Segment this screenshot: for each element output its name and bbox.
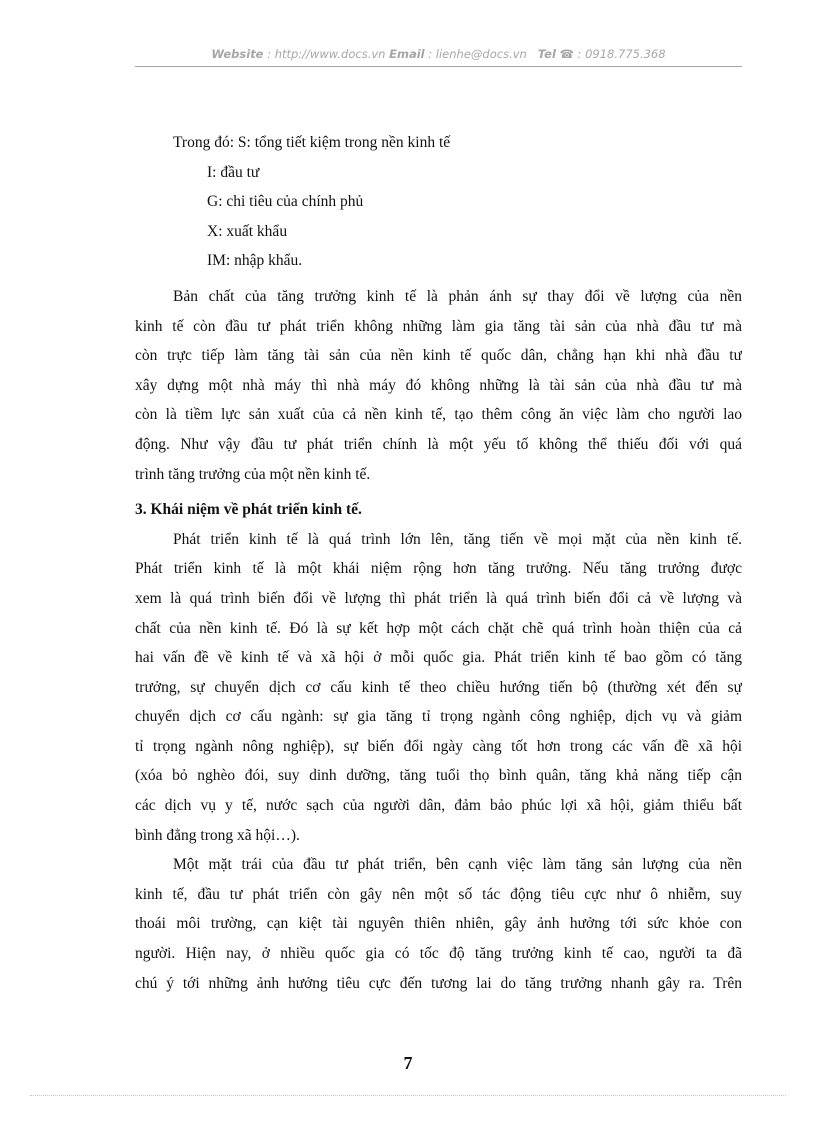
website-separator: : [263,47,275,61]
telephone-icon: ☎ [559,47,574,61]
definition-line: Trong đó: S: tổng tiết kiệm trong nền kinh tế [173,134,451,151]
paragraph-line: động. Như vậy đầu tư phát triển chính là một yếu tố không thể thiếu đối với quá [135,435,742,453]
paragraph-line: xem là quá trình biến đổi về lượng thì phát triển là quá trình biến đổi cả về lượng và [135,589,742,607]
paragraph-line: tỉ trọng ngành nông nghiệp), sự biến đổi ngày càng tốt hơn trong các vấn đề xã hội [135,737,742,755]
website-url[interactable]: http://www.docs.vn [274,47,386,61]
definitions-block [135,128,742,276]
page-header [135,47,742,61]
definition-line: I: đầu tư [207,163,260,181]
paragraph-line: các dịch vụ y tế, nước sạch của người dân, đảm bảo phúc lợi xã hội, giảm thiểu bất [135,797,742,815]
email-label: Email [389,47,425,61]
paragraph-line: Phát triển kinh tế là một khái niệm rộng hơn tăng trưởng. Nếu tăng trưởng được [135,560,742,578]
paragraph-line: hai vấn đề về kinh tế và xã hội ở mỗi quốc gia. Phát triển kinh tế bao gồm có tăng [135,649,742,667]
definition-line: IM: nhập khẩu. [207,252,303,270]
paragraph-line: Một mặt trái của đầu tư phát triển, bên cạnh việc làm tăng sản lượng của nền [173,856,742,874]
tel-label: Tel [537,47,556,61]
section-heading: 3. Khái niệm về phát triển kinh tế. [135,501,362,519]
paragraph-line: chất của nền kinh tế. Đó là sự kết hợp một cách chặt chẽ quá trình hoàn thiện của cả [135,619,742,637]
paragraph-investment-growth [135,282,742,489]
paragraph-line: bình đẳng trong xã hội…). [135,826,300,844]
paragraph-line: kinh tế, đầu tư phát triển còn gây nên một số tác động tiêu cực như ô nhiễm, suy [135,885,742,903]
page-number: 7 [403,1053,413,1073]
paragraph-line: (xóa bỏ nghèo đói, suy dinh dưỡng, tăng tuổi thọ bình quân, tăng khả năng tiếp cận [135,767,742,785]
email-address[interactable]: lienhe@docs.vn [435,47,527,61]
paragraph-line: còn trực tiếp làm tăng tài sản của nền kinh tế quốc dân, chẳng hạn khi nhà đầu tư [135,347,742,365]
paragraph-line: người. Hiện nay, ở nhiều quốc gia có tốc độ tăng trưởng kinh tế cao, người ta đã [135,945,742,963]
body-text [135,128,742,998]
header-divider [135,66,742,67]
paragraph-line: trình tăng trưởng của một nền kinh tế. [135,465,371,483]
paragraph-line: trưởng, sự chuyển dịch cơ cấu kinh tế theo chiều hướng tiến bộ (thường xét đến sự [135,678,742,696]
footer-divider [30,1095,786,1096]
tel-number: : 0918.775.368 [573,47,666,61]
paragraph-line: kinh tế còn đầu tư phát triển không những làm gia tăng tài sản của nhà đầu tư mà [135,317,742,335]
paragraph-line: còn là tiềm lực sản xuất của cả nền kinh tế, tạo thêm công ăn việc làm cho người lao [135,406,742,424]
paragraph-line: Bản chất của tăng trưởng kinh tế là phản ánh sự thay đổi về lượng của nền [173,287,742,305]
definition-line: G: chi tiêu của chính phủ [207,193,364,211]
paragraph-line: xây dựng một nhà máy thì nhà máy đó không những là tài sản của nhà đầu tư mà [135,376,742,394]
paragraph-line: chuyển dịch cơ cấu ngành: sự gia tăng tỉ trọng ngành công nghiệp, dịch vụ và giảm [135,708,742,726]
email-separator: : [424,47,436,61]
paragraph-economic-development [135,525,742,851]
website-label: Website [211,47,264,61]
paragraph-line: thoái môi trường, cạn kiệt tài nguyên thiên nhiên, gây ảnh hưởng tới sức khỏe con [135,915,742,933]
paragraph-line: Phát triển kinh tế là quá trình lớn lên, tăng tiến về mọi mặt của nền kinh tế. [173,530,742,548]
definition-line: X: xuất khẩu [207,222,288,240]
paragraph-line: chú ý tới những ảnh hưởng tiêu cực đến tương lai do tăng trưởng nhanh gây ra. Trên [135,974,742,992]
paragraph-negative-effects [135,850,742,998]
